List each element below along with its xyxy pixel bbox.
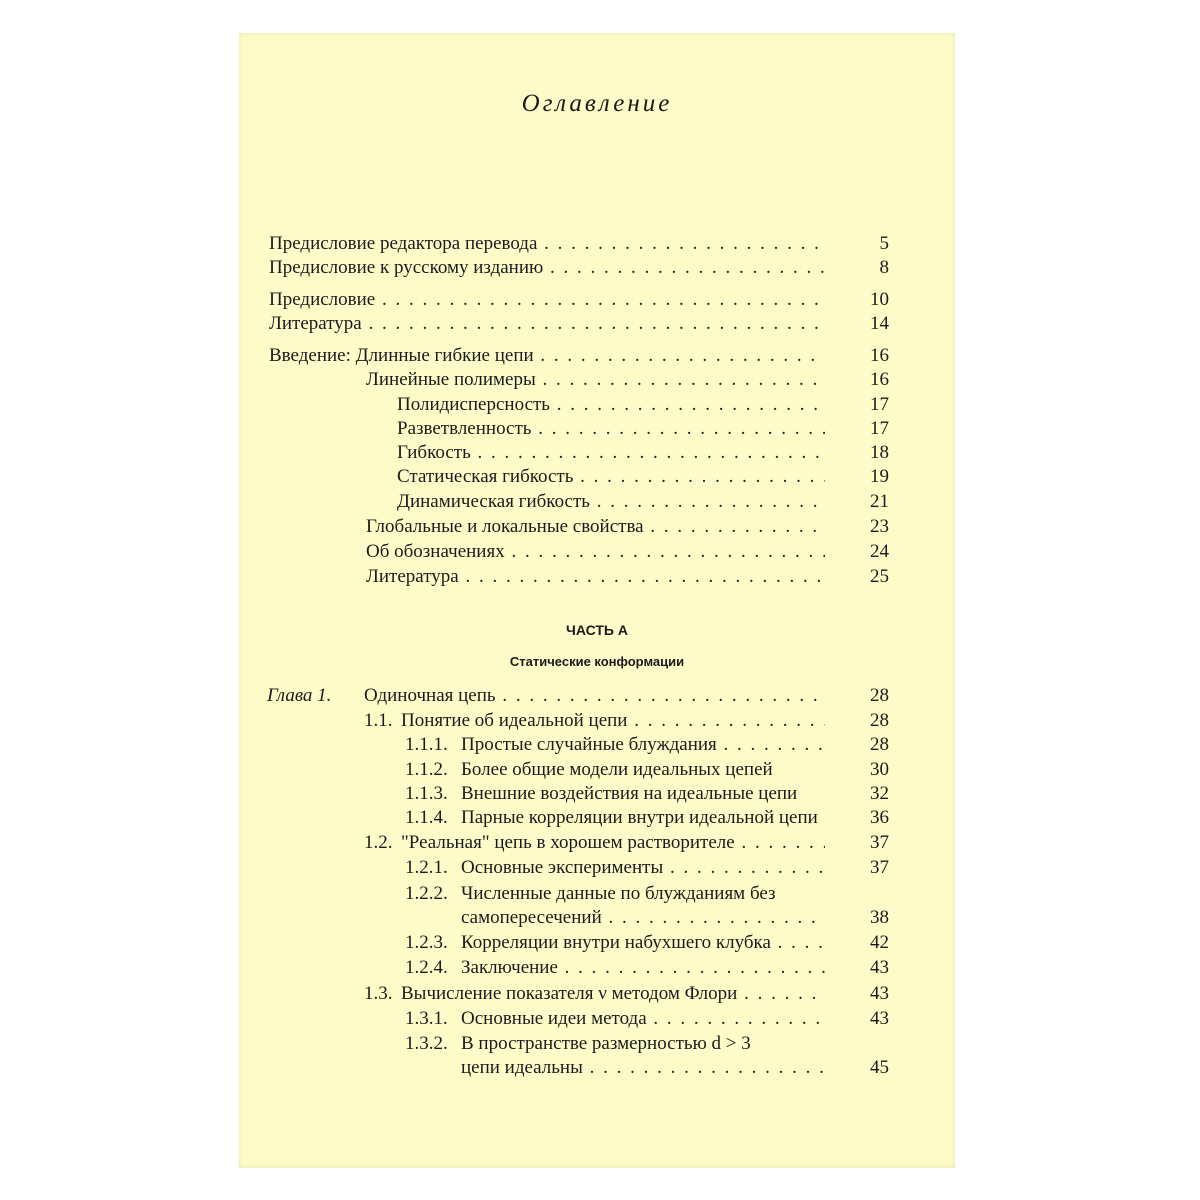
toc-entry-page: 16 bbox=[870, 369, 889, 390]
subsection-page: 32 bbox=[870, 783, 889, 804]
section-title: Вычисление показателя ν методом Флори . . . bbox=[401, 982, 825, 1006]
section-number: 1.2. bbox=[364, 832, 393, 853]
toc-entry-page: 24 bbox=[870, 541, 889, 562]
toc-entry-title: Предисловие к русскому изданию . . . bbox=[269, 256, 825, 280]
subsection-title: В пространстве размерностью d > 3 bbox=[461, 1033, 751, 1054]
toc-entry-page: 23 bbox=[870, 516, 889, 537]
toc-entry-title: Глобальные и локальные свойства . . . bbox=[366, 515, 825, 539]
section-number: 1.3. bbox=[364, 983, 393, 1004]
toc-entry-page: 25 bbox=[870, 566, 889, 587]
subsection-title: самопересечений . . . bbox=[461, 906, 825, 930]
subsection-title: Основные эксперименты . . . bbox=[461, 856, 825, 880]
subsection-title: Численные данные по блужданиям без bbox=[461, 883, 776, 904]
section-page: 37 bbox=[870, 832, 889, 853]
toc-entry-page: 16 bbox=[870, 345, 889, 366]
toc-entry-title: Введение: Длинные гибкие цепи . . . bbox=[269, 344, 825, 368]
subsection-page: 36 bbox=[870, 807, 889, 828]
subsection-title: Корреляции внутри набухшего клубка . . . bbox=[461, 931, 825, 955]
toc-entry-page: 18 bbox=[870, 442, 889, 463]
toc-entry-page: 17 bbox=[870, 394, 889, 415]
toc-entry-title: Линейные полимеры . . . bbox=[366, 368, 825, 392]
toc-entry-page: 19 bbox=[870, 466, 889, 487]
subsection-page: 30 bbox=[870, 759, 889, 780]
subsection-title: Внешние воздействия на идеальные цепи bbox=[461, 783, 798, 804]
toc-entry-title: Об обозначениях . . . bbox=[366, 540, 825, 564]
section-number: 1.1. bbox=[364, 710, 393, 731]
toc-entry-title: Статическая гибкость . . . bbox=[397, 465, 825, 489]
subsection-number: 1.3.1. bbox=[405, 1008, 448, 1029]
subsection-number: 1.2.3. bbox=[405, 932, 448, 953]
toc-entry-title: Литература . . . bbox=[366, 565, 825, 589]
page-title: Оглавление bbox=[521, 90, 673, 117]
subsection-title: Парные корреляции внутри идеальной цепи bbox=[461, 807, 818, 828]
toc-entry-page: 5 bbox=[879, 233, 889, 254]
toc-entry-page: 21 bbox=[870, 491, 889, 512]
subsection-title: Основные идеи метода . . . bbox=[461, 1007, 825, 1031]
toc-entry-title: Предисловие . . . bbox=[269, 288, 825, 312]
subsection-page: 42 bbox=[870, 932, 889, 953]
chapter-title: Одиночная цепь . . . bbox=[364, 684, 825, 708]
subsection-title: Более общие модели идеальных цепей bbox=[461, 759, 773, 780]
toc-entry-title: Гибкость . . . bbox=[397, 441, 825, 465]
subsection-page: 43 bbox=[870, 957, 889, 978]
toc-entry-title: Предисловие редактора перевода . . . bbox=[269, 232, 825, 256]
subsection-page: 38 bbox=[870, 907, 889, 928]
section-title: Понятие об идеальной цепи . . . bbox=[401, 709, 825, 733]
subsection-number: 1.1.3. bbox=[405, 783, 448, 804]
subsection-page: 37 bbox=[870, 857, 889, 878]
toc-entry-title: Литература . . . bbox=[269, 312, 825, 336]
part-label: ЧАСТЬ А bbox=[566, 622, 628, 638]
section-page: 43 bbox=[870, 983, 889, 1004]
toc-entry-page: 8 bbox=[879, 257, 889, 278]
chapter-page: 28 bbox=[870, 685, 889, 706]
book-page bbox=[239, 33, 955, 1168]
toc-entry-title: Разветвленность . . . bbox=[397, 417, 825, 441]
toc-entry-title: Полидисперсность . . . bbox=[397, 393, 825, 417]
subsection-title: Простые случайные блуждания . . . bbox=[461, 733, 825, 757]
toc-entry-title: Динамическая гибкость . . . bbox=[397, 490, 825, 514]
section-title: "Реальная" цепь в хорошем растворителе . . . bbox=[401, 831, 825, 855]
subsection-page: 28 bbox=[870, 734, 889, 755]
section-page: 28 bbox=[870, 710, 889, 731]
subsection-page: 45 bbox=[870, 1057, 889, 1078]
subsection-number: 1.1.2. bbox=[405, 759, 448, 780]
subsection-number: 1.1.4. bbox=[405, 807, 448, 828]
part-subtitle: Статические конформации bbox=[509, 654, 685, 669]
subsection-page: 43 bbox=[870, 1008, 889, 1029]
chapter-label: Глава 1. bbox=[267, 685, 332, 706]
subsection-number: 1.3.2. bbox=[405, 1033, 448, 1054]
subsection-number: 1.2.4. bbox=[405, 957, 448, 978]
subsection-number: 1.2.2. bbox=[405, 883, 448, 904]
toc-entry-page: 17 bbox=[870, 418, 889, 439]
toc-entry-page: 10 bbox=[870, 289, 889, 310]
toc-entry-page: 14 bbox=[870, 313, 889, 334]
subsection-title: Заключение . . . bbox=[461, 956, 825, 980]
subsection-number: 1.1.1. bbox=[405, 734, 448, 755]
subsection-number: 1.2.1. bbox=[405, 857, 448, 878]
subsection-title: цепи идеальны . . . bbox=[461, 1056, 825, 1080]
